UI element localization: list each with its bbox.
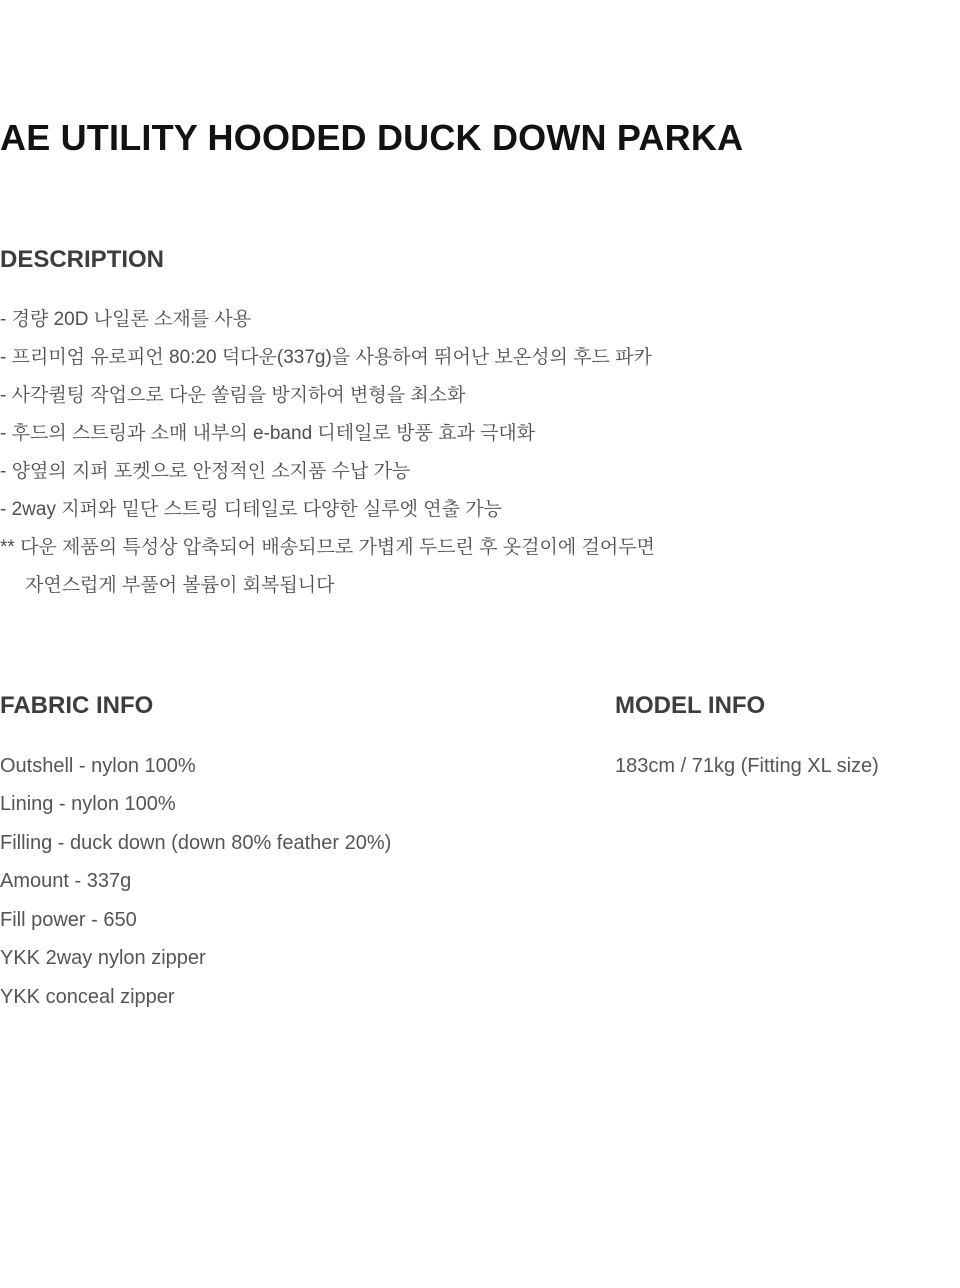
model-info-heading: MODEL INFO bbox=[615, 692, 766, 720]
description-line: 자연스럽게 부풀어 볼륨이 회복됩니다 bbox=[25, 575, 335, 597]
description-line: - 사각퀼팅 작업으로 다운 쏠림을 방지하여 변형을 최소화 bbox=[0, 385, 466, 407]
description-list bbox=[0, 301, 960, 605]
fabric-info-section bbox=[0, 692, 615, 1016]
fabric-info-list bbox=[0, 747, 615, 1017]
fabric-info-heading: FABRIC INFO bbox=[0, 692, 154, 720]
description-line: - 2way 지퍼와 밑단 스트링 디테일로 다양한 실루엣 연출 가능 bbox=[0, 499, 502, 521]
description-line: - 후드의 스트링과 소매 내부의 e-band 디테일로 방풍 효과 극대화 bbox=[0, 423, 536, 445]
info-columns bbox=[0, 692, 960, 1016]
description-line: - 프리미엄 유로피언 80:20 덕다운(337g)을 사용하여 뛰어난 보온성의 후드 파카 bbox=[0, 347, 652, 369]
model-info-list bbox=[615, 747, 960, 786]
fabric-info-line: Amount - 337g bbox=[0, 870, 132, 893]
fabric-info-line: Fill power - 650 bbox=[0, 908, 137, 931]
fabric-info-line: YKK conceal zipper bbox=[0, 985, 175, 1008]
fabric-info-line: Outshell - nylon 100% bbox=[0, 754, 196, 777]
model-info-line: 183cm / 71kg (Fitting XL size) bbox=[615, 754, 879, 777]
model-info-section bbox=[615, 692, 960, 1016]
description-line: - 경량 20D 나일론 소재를 사용 bbox=[0, 309, 252, 331]
description-line: - 양옆의 지퍼 포켓으로 안정적인 소지품 수납 가능 bbox=[0, 461, 411, 483]
product-detail-page bbox=[0, 117, 960, 1288]
fabric-info-line: YKK 2way nylon zipper bbox=[0, 947, 206, 970]
fabric-info-line: Filling - duck down (down 80% feather 20%) bbox=[0, 831, 392, 854]
product-title: AE UTILITY HOODED DUCK DOWN PARKA bbox=[0, 117, 744, 158]
description-line: ** 다운 제품의 특성상 압축되어 배송되므로 가볍게 두드린 후 옷걸이에 걸어두면 bbox=[0, 537, 655, 559]
description-heading: DESCRIPTION bbox=[0, 246, 165, 274]
fabric-info-line: Lining - nylon 100% bbox=[0, 793, 176, 816]
